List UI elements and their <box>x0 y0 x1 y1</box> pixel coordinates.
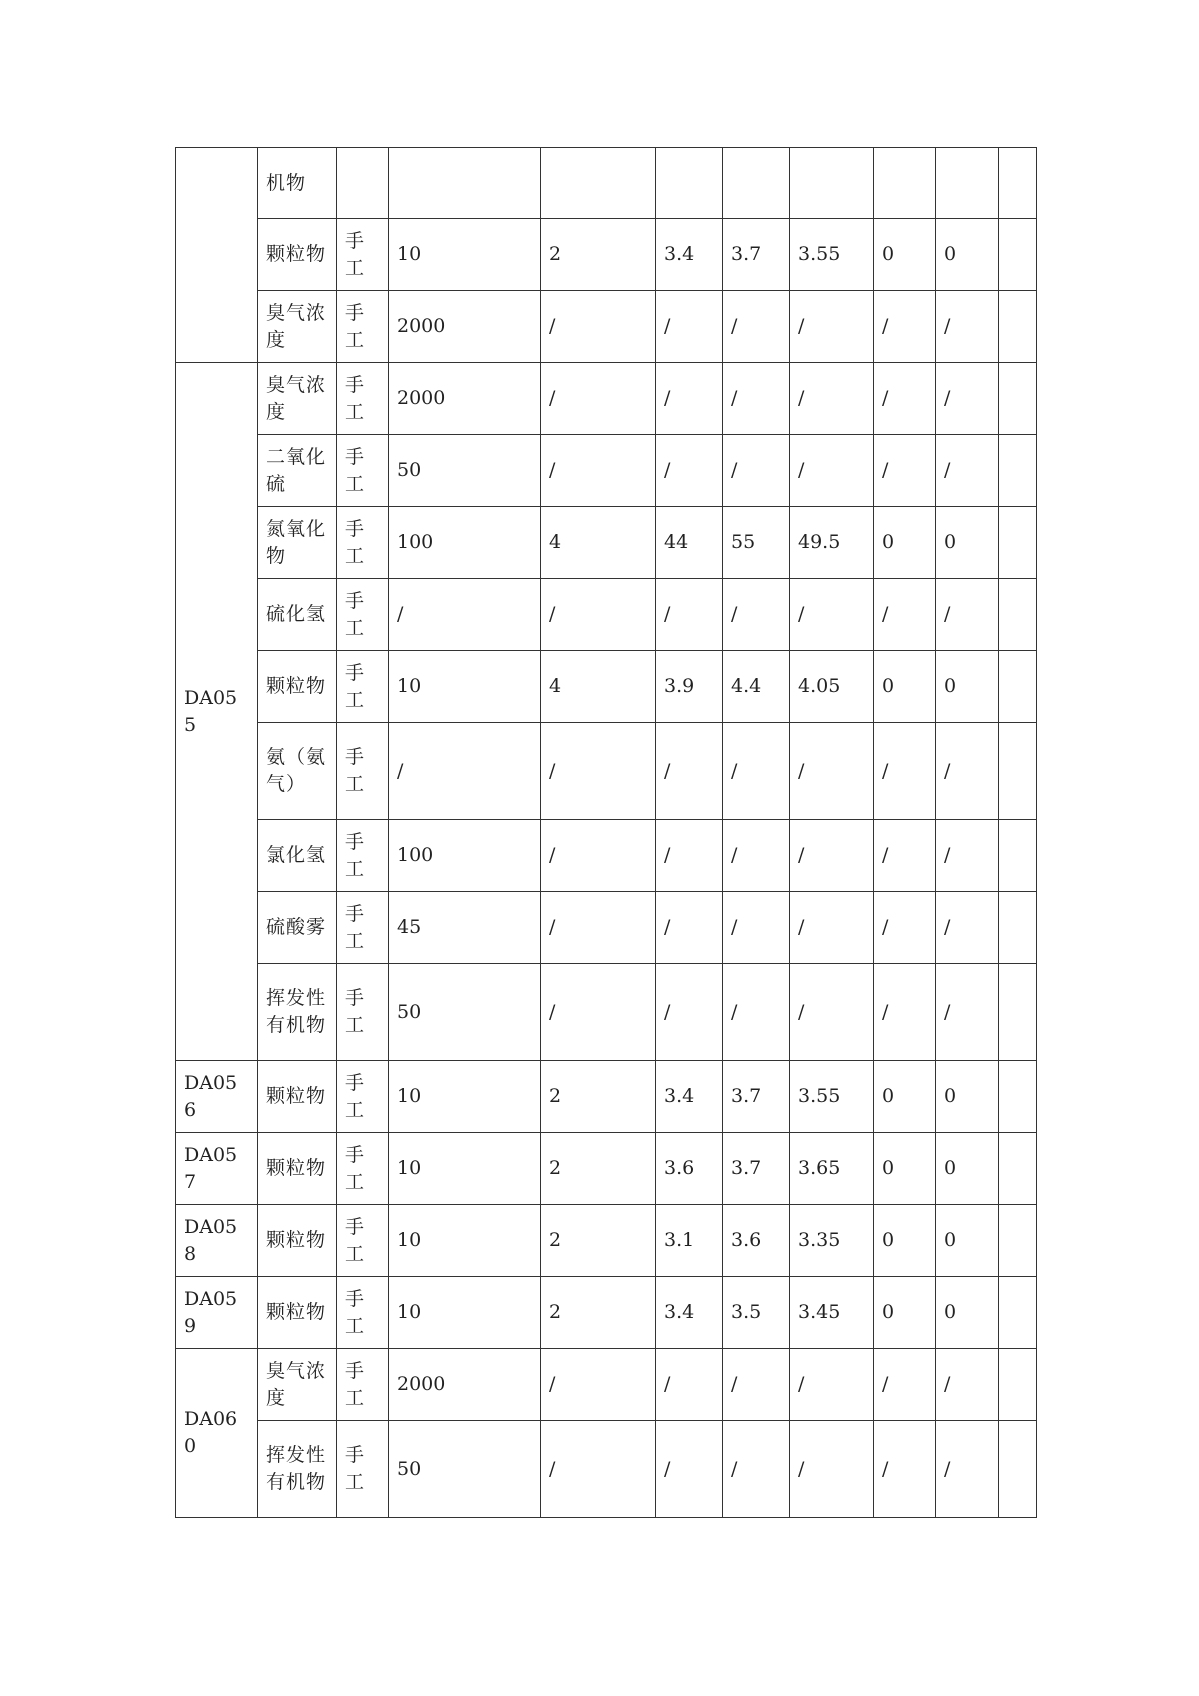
sample-count-cell: / <box>541 723 656 820</box>
exceed-rate-cell: / <box>936 892 999 964</box>
min-value-cell: 3.4 <box>656 1061 723 1133</box>
exceed-rate-cell: 0 <box>936 1205 999 1277</box>
exceed-count-cell: / <box>874 892 936 964</box>
exceed-rate-cell <box>936 148 999 219</box>
note-cell <box>999 579 1037 651</box>
note-cell <box>999 1349 1037 1421</box>
outlet-id-cell: DA059 <box>176 1277 258 1349</box>
exceed-count-cell: 0 <box>874 1133 936 1205</box>
exceed-count-cell: / <box>874 964 936 1061</box>
min-value-cell: / <box>656 1349 723 1421</box>
exceed-rate-cell: 0 <box>936 507 999 579</box>
avg-value-cell: / <box>790 579 874 651</box>
exceed-count-cell: / <box>874 579 936 651</box>
avg-value-cell: / <box>790 1349 874 1421</box>
exceed-count-cell: 0 <box>874 651 936 723</box>
exceed-count-cell: 0 <box>874 1061 936 1133</box>
limit-value-cell: 2000 <box>389 291 541 363</box>
note-cell <box>999 363 1037 435</box>
min-value-cell: / <box>656 820 723 892</box>
exceed-count-cell: / <box>874 363 936 435</box>
max-value-cell: / <box>723 820 790 892</box>
sample-count-cell: / <box>541 579 656 651</box>
exceed-rate-cell: 0 <box>936 651 999 723</box>
sample-count-cell: / <box>541 820 656 892</box>
outlet-id-cell <box>176 148 258 363</box>
limit-value-cell: / <box>389 723 541 820</box>
exceed-count-cell: / <box>874 435 936 507</box>
note-cell <box>999 723 1037 820</box>
sample-count-cell <box>541 148 656 219</box>
outlet-id-cell: DA057 <box>176 1133 258 1205</box>
min-value-cell: 3.6 <box>656 1133 723 1205</box>
sample-count-cell: 2 <box>541 1205 656 1277</box>
avg-value-cell: 3.35 <box>790 1205 874 1277</box>
max-value-cell: / <box>723 435 790 507</box>
table-row <box>176 1205 1037 1277</box>
min-value-cell: 3.4 <box>656 1277 723 1349</box>
table-row <box>176 579 1037 651</box>
pollutant-cell: 颗粒物 <box>258 1133 337 1205</box>
avg-value-cell: / <box>790 723 874 820</box>
sample-count-cell: / <box>541 435 656 507</box>
sample-count-cell: 4 <box>541 651 656 723</box>
method-cell: 手工 <box>337 1061 389 1133</box>
method-cell: 手工 <box>337 363 389 435</box>
pollutant-cell: 颗粒物 <box>258 651 337 723</box>
avg-value-cell: 4.05 <box>790 651 874 723</box>
exceed-rate-cell: / <box>936 723 999 820</box>
avg-value-cell: / <box>790 892 874 964</box>
min-value-cell: 44 <box>656 507 723 579</box>
method-cell: 手工 <box>337 291 389 363</box>
exceed-count-cell: 0 <box>874 1277 936 1349</box>
exceed-count-cell: / <box>874 723 936 820</box>
note-cell <box>999 1205 1037 1277</box>
note-cell <box>999 651 1037 723</box>
max-value-cell: / <box>723 964 790 1061</box>
pollutant-cell: 氯化氢 <box>258 820 337 892</box>
sample-count-cell: / <box>541 363 656 435</box>
pollutant-cell: 机物 <box>258 148 337 219</box>
pollutant-cell: 挥发性有机物 <box>258 964 337 1061</box>
outlet-id-cell: DA060 <box>176 1349 258 1518</box>
outlet-id-cell: DA056 <box>176 1061 258 1133</box>
avg-value-cell: / <box>790 1421 874 1518</box>
outlet-id-cell: DA055 <box>176 363 258 1061</box>
method-cell: 手工 <box>337 964 389 1061</box>
exceed-rate-cell: 0 <box>936 219 999 291</box>
max-value-cell: 3.7 <box>723 1061 790 1133</box>
max-value-cell: / <box>723 363 790 435</box>
table-body <box>176 148 1037 1518</box>
table-row <box>176 1349 1037 1421</box>
avg-value-cell: / <box>790 435 874 507</box>
table-row <box>176 651 1037 723</box>
min-value-cell: 3.4 <box>656 219 723 291</box>
max-value-cell: / <box>723 723 790 820</box>
table-row <box>176 363 1037 435</box>
max-value-cell: / <box>723 1349 790 1421</box>
exceed-count-cell: 0 <box>874 1205 936 1277</box>
limit-value-cell: 2000 <box>389 1349 541 1421</box>
note-cell <box>999 1421 1037 1518</box>
min-value-cell: 3.9 <box>656 651 723 723</box>
sample-count-cell: 2 <box>541 219 656 291</box>
avg-value-cell: 3.55 <box>790 1061 874 1133</box>
exceed-rate-cell: / <box>936 435 999 507</box>
note-cell <box>999 1277 1037 1349</box>
sample-count-cell: 2 <box>541 1133 656 1205</box>
avg-value-cell: 3.45 <box>790 1277 874 1349</box>
max-value-cell: / <box>723 291 790 363</box>
method-cell: 手工 <box>337 219 389 291</box>
note-cell <box>999 1061 1037 1133</box>
note-cell <box>999 892 1037 964</box>
method-cell: 手工 <box>337 1133 389 1205</box>
avg-value-cell: / <box>790 820 874 892</box>
min-value-cell: / <box>656 579 723 651</box>
method-cell: 手工 <box>337 507 389 579</box>
note-cell <box>999 148 1037 219</box>
exceed-rate-cell: / <box>936 1349 999 1421</box>
min-value-cell: 3.1 <box>656 1205 723 1277</box>
table-row <box>176 1421 1037 1518</box>
table-row <box>176 507 1037 579</box>
table-row <box>176 291 1037 363</box>
pollutant-cell: 臭气浓度 <box>258 363 337 435</box>
note-cell <box>999 219 1037 291</box>
sample-count-cell: 2 <box>541 1277 656 1349</box>
exceed-rate-cell: 0 <box>936 1061 999 1133</box>
min-value-cell: / <box>656 892 723 964</box>
table-row <box>176 148 1037 219</box>
exceed-count-cell: 0 <box>874 507 936 579</box>
max-value-cell: / <box>723 892 790 964</box>
exceed-rate-cell: / <box>936 363 999 435</box>
avg-value-cell <box>790 148 874 219</box>
table-row <box>176 723 1037 820</box>
method-cell <box>337 148 389 219</box>
limit-value-cell: 10 <box>389 1205 541 1277</box>
min-value-cell <box>656 148 723 219</box>
limit-value-cell: 10 <box>389 651 541 723</box>
sample-count-cell: / <box>541 1421 656 1518</box>
exceed-count-cell: 0 <box>874 219 936 291</box>
exceed-count-cell: / <box>874 1421 936 1518</box>
max-value-cell <box>723 148 790 219</box>
pollutant-cell: 颗粒物 <box>258 1277 337 1349</box>
limit-value-cell: 2000 <box>389 363 541 435</box>
sample-count-cell: / <box>541 291 656 363</box>
min-value-cell: / <box>656 1421 723 1518</box>
limit-value-cell: 100 <box>389 507 541 579</box>
outlet-id-cell: DA058 <box>176 1205 258 1277</box>
note-cell <box>999 1133 1037 1205</box>
note-cell <box>999 964 1037 1061</box>
note-cell <box>999 435 1037 507</box>
limit-value-cell <box>389 148 541 219</box>
exceed-rate-cell: / <box>936 820 999 892</box>
sample-count-cell: / <box>541 892 656 964</box>
note-cell <box>999 291 1037 363</box>
limit-value-cell: / <box>389 579 541 651</box>
method-cell: 手工 <box>337 892 389 964</box>
table-row <box>176 1133 1037 1205</box>
pollutant-cell: 颗粒物 <box>258 1061 337 1133</box>
table-row <box>176 219 1037 291</box>
method-cell: 手工 <box>337 579 389 651</box>
exceed-rate-cell: 0 <box>936 1277 999 1349</box>
avg-value-cell: 3.55 <box>790 219 874 291</box>
avg-value-cell: / <box>790 964 874 1061</box>
monitoring-results-table <box>175 147 1037 1518</box>
limit-value-cell: 10 <box>389 1133 541 1205</box>
table-row <box>176 820 1037 892</box>
avg-value-cell: 3.65 <box>790 1133 874 1205</box>
exceed-rate-cell: / <box>936 964 999 1061</box>
limit-value-cell: 50 <box>389 1421 541 1518</box>
limit-value-cell: 45 <box>389 892 541 964</box>
max-value-cell: / <box>723 1421 790 1518</box>
limit-value-cell: 10 <box>389 219 541 291</box>
avg-value-cell: / <box>790 291 874 363</box>
note-cell <box>999 820 1037 892</box>
note-cell <box>999 507 1037 579</box>
min-value-cell: / <box>656 291 723 363</box>
exceed-rate-cell: / <box>936 1421 999 1518</box>
exceed-rate-cell: 0 <box>936 1133 999 1205</box>
method-cell: 手工 <box>337 723 389 820</box>
exceed-count-cell: / <box>874 1349 936 1421</box>
exceed-count-cell: / <box>874 820 936 892</box>
sample-count-cell: / <box>541 964 656 1061</box>
method-cell: 手工 <box>337 1277 389 1349</box>
avg-value-cell: / <box>790 363 874 435</box>
table-row <box>176 1061 1037 1133</box>
max-value-cell: 4.4 <box>723 651 790 723</box>
exceed-count-cell <box>874 148 936 219</box>
method-cell: 手工 <box>337 651 389 723</box>
table-row <box>176 435 1037 507</box>
sample-count-cell: / <box>541 1349 656 1421</box>
pollutant-cell: 挥发性有机物 <box>258 1421 337 1518</box>
method-cell: 手工 <box>337 1421 389 1518</box>
exceed-count-cell: / <box>874 291 936 363</box>
limit-value-cell: 10 <box>389 1277 541 1349</box>
sample-count-cell: 2 <box>541 1061 656 1133</box>
max-value-cell: 3.6 <box>723 1205 790 1277</box>
table-row <box>176 964 1037 1061</box>
pollutant-cell: 臭气浓度 <box>258 1349 337 1421</box>
pollutant-cell: 颗粒物 <box>258 1205 337 1277</box>
min-value-cell: / <box>656 363 723 435</box>
pollutant-cell: 氨（氨气） <box>258 723 337 820</box>
max-value-cell: 55 <box>723 507 790 579</box>
pollutant-cell: 颗粒物 <box>258 219 337 291</box>
max-value-cell: / <box>723 579 790 651</box>
method-cell: 手工 <box>337 1205 389 1277</box>
pollutant-cell: 氮氧化物 <box>258 507 337 579</box>
min-value-cell: / <box>656 723 723 820</box>
pollutant-cell: 硫化氢 <box>258 579 337 651</box>
max-value-cell: 3.7 <box>723 1133 790 1205</box>
avg-value-cell: 49.5 <box>790 507 874 579</box>
limit-value-cell: 100 <box>389 820 541 892</box>
pollutant-cell: 二氧化硫 <box>258 435 337 507</box>
method-cell: 手工 <box>337 1349 389 1421</box>
min-value-cell: / <box>656 435 723 507</box>
method-cell: 手工 <box>337 435 389 507</box>
exceed-rate-cell: / <box>936 291 999 363</box>
limit-value-cell: 10 <box>389 1061 541 1133</box>
limit-value-cell: 50 <box>389 964 541 1061</box>
limit-value-cell: 50 <box>389 435 541 507</box>
max-value-cell: 3.7 <box>723 219 790 291</box>
min-value-cell: / <box>656 964 723 1061</box>
pollutant-cell: 硫酸雾 <box>258 892 337 964</box>
method-cell: 手工 <box>337 820 389 892</box>
table-row <box>176 1277 1037 1349</box>
max-value-cell: 3.5 <box>723 1277 790 1349</box>
exceed-rate-cell: / <box>936 579 999 651</box>
pollutant-cell: 臭气浓度 <box>258 291 337 363</box>
sample-count-cell: 4 <box>541 507 656 579</box>
table-row <box>176 892 1037 964</box>
